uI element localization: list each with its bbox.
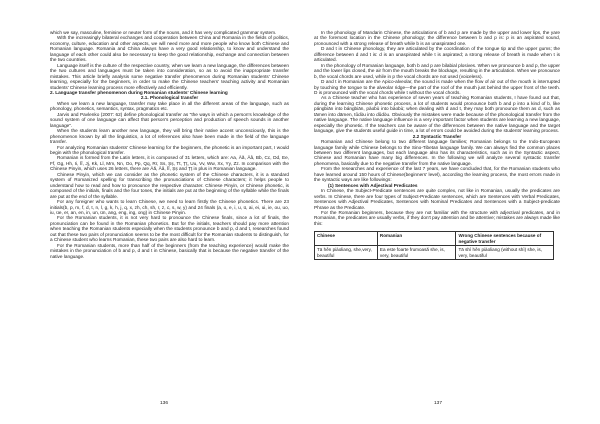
subsection-heading-adjectival: (1) Sentences with Adjectival Predicates bbox=[328, 182, 418, 188]
paragraph: For analyzing Romanian students' Chinese learning for the beginners, the phonetic is an important part, I would begin with the phonological transfer. bbox=[50, 144, 289, 155]
paragraph: Chinese Pinyin, which we can consider as the phonetic system of the Chinese characters, it is a standard system of Romanized spelling for transcribing the pronunciations of Chinese characters; it helps people to understand how to read and how to pronounce the respective character. Chinese Pinyin, or Chinese phonetic, is composed of the initials, finals and the four tones, the initials are put at the beginning of the syllable while the finals are put at the end of the syllable. bbox=[50, 171, 289, 199]
table-header-cell: Romanian bbox=[377, 232, 456, 246]
table-cell: Tā hěn piàoliang, she,very, beautiful bbox=[315, 246, 378, 260]
paragraph: Romanian and Chinese belong to two different language families; Romanian belongs to the Indo-European language family while Chinese belongs to the Sino-Tibetan language family. We can always find the common places between two different languages, but each language also has its characteristics, such as in the Syntactic aspect, Chinese and Romanian have many big differences. In the following we will analyze several syntactic transfer phenomena, basically due to the negative transfer from the native language. bbox=[314, 139, 560, 166]
paragraph: With the increasingly bilateral exchanges and cooperation between China and Romania in the fields of politics, economy, culture, education and other aspects, we will need more and more people who know both Chinese and Romanian language. Romania and China always have a very good relationship, to know and understand the language of each other could also be necessary to keep the good relationship, exchange and connection between the two countries. bbox=[50, 35, 289, 63]
table-header-row bbox=[315, 232, 554, 246]
subsection-heading-2-2: 2.2 Syntactic Transfer bbox=[412, 133, 462, 139]
paragraph: As a Chinese teacher who has experience of seven years of teaching Romanian students, I have found out that, during the learning Chinese phonetic process, a lot of students would pronounce both b and p into a kind of b, like pángbiān into bángbiān, pàobù into bàobù; when dealing with d and t, they may both pronounce them as d, such as tāmen into dāmen, tǔdòu into dǔdòu. Obviously the mistakes were made because of the phonological transfer from the native language. The native language influence is a very important factor when students are learning a new language, especially the phonetic. If the teachers can be aware of the differences between the native language and the target language, give the students useful guide in time, a lot of errors could be avoided during the students' learning process. bbox=[314, 95, 560, 134]
paragraph: For the Romanian beginners, because they are not familiar with the structure with adjectival predicates, and in Romanian, the predicates are usually verbs, if they don't pay attention and be attentive; mistakes are always made like this: bbox=[314, 209, 560, 226]
table-cell: Ea este foarte frumoasă she, is, very, beautiful bbox=[377, 246, 456, 260]
paragraph: For the Romanian students, more than half of the beginners (from the teaching experience) would make the mistakes in the pronunciation of b and p, d and t in Chinese, basically that is because the negative transfer of the native language. bbox=[50, 242, 289, 259]
paragraph: Jarvis and Pavlenko (2007: 62) define phonological transfer as "the ways in which a person's knowledge of the sound system of one language can affect that person's perception and production of speech sounds in another language". bbox=[50, 111, 289, 128]
table-header-cell: Wrong Chinese sentences because of negative transfer bbox=[456, 232, 554, 246]
table-row bbox=[315, 246, 554, 260]
paragraph: For the Romanian students, it is not very hard to pronounce the Chinese finals, since a lot of finals, the pronunciation can be found in the Romanian phonetics. But for the initials, teachers should pay more attention when teaching the Romanian students especially when the students pronounce b and p, d and t, researches found out that these two pairs of pronunciation seems to be the most difficult for the Romanian students to distinguish, for a Chinese student who learns Romanian, these two pairs are also hard to learn. bbox=[50, 215, 289, 243]
paragraph: which we say, masculine, feminine or neuter form of the nouns, and it has very complicated grammar system. bbox=[50, 30, 277, 35]
section-heading-2: 2. Language transfer phenomenon during Romanian students' Chinese learning bbox=[50, 89, 228, 95]
paragraph: Language itself is the culture of the respective country, when we learn a new language, the differences between the two cultures and languages must be taken into consideration, so as to avoid the inappropriate transfer mistakes. This article briefly analysis some negative transfer phenomenon during Romanian students' Chinese learning, especially for the beginners, in order to make the Chinese teachers' teaching activity and Romanian students' Chinese learning process more effectively and efficiently. bbox=[50, 62, 289, 90]
paragraph: D and t in Chinese phonology, they are articulated by the coordination of the tongue tip and the upper gums; the difference between d and t is: d is an unaspirated while t is aspirated; a strong release of breath is made when t is articulated. bbox=[314, 46, 560, 63]
paragraph: Romanian is formed from the Latin letters, it is composed of 31 letters, which are: Aa, Ăă, Ââ, Bb, Cc, Dd, Ee, Ff, Gg, Hh, Ii, Îî, Jj, Kk, Ll, Mm, Nn, Oo, Pp, Qq, Rr, Ss, Șș, Tt, Țț, Uu, Vv, Ww, Xx, Yy, Zz. In comparison with the Chinese Pinyin, which uses 26 letters, there are Ăă, Ââ, Îî, Șș and Țț in plus in Romanian language. bbox=[50, 155, 289, 172]
paragraph: For any foreigner who wants to learn Chinese, we need to learn firstly the Chinese phonetics. There are 23 initials(b, p, m, f, d, t, n, l, g, k, h, j, q, x, zh, ch, sh, r, z, c, s, w, y) and 24 finals (a, o, e, i, u, ü, ai, ei, ui, ie, ou, uo, iu, üe, er, an, en, in, un, ün, ang, eng, ing, ong) in Chinese Pinyin. bbox=[50, 199, 289, 215]
paragraph: From the researches and experience of the last 7 years, we have concluded that, for the Romanian students who have learned around 150 hours of Chinese(beginners' level), according the learning process, the most errors made in the syntactic ways are like followings: bbox=[314, 166, 560, 183]
paragraph: D and t in Romanian are the Apico-alveolar, the sound is made when the flow of air out of the mouth is interrupted by touching the tongue to the alveolar ridge—the part of the roof of the mouth just behind the upper front of the teeth. D is pronounced with the vocal chords while t without the vocal chords. bbox=[314, 79, 560, 95]
table-header-cell: Chinese bbox=[315, 232, 378, 246]
paragraph: In Chinese, the Subject-Predicate sentences are quite complex, not like in Romanian, usually the predicates are verbs. In Chinese, there are four types of Subject-Predicate sentences, which are Sentences with Verbal Predicates, Sentences with Adjectival Predicates, Sentences with Nominal Predicates and Sentences with a Subject-predicate Phrase as the Predicate. bbox=[314, 188, 560, 210]
page-number-left: 136 bbox=[160, 401, 169, 406]
subsection-heading-2-1: 2.1. Phonological transfer bbox=[140, 95, 199, 101]
page-number-right: 137 bbox=[434, 401, 443, 406]
paragraph: When we learn a new language, transfer may take place in all the different areas of the language, such as phonology, phonetics, semantics, syntax, pragmatics etc. bbox=[50, 100, 289, 112]
paragraph: In the phonology of Romanian language, both b and p are bilabial plosives. When we pronounce b and p, the upper and the lower lips closed, the air from the mouth breaks the blockage, resulting in the articulation. When we pronounce b, the vocal chords are used, while in p the vocal chords are not used (voiceless). bbox=[314, 62, 560, 79]
examples-table bbox=[314, 231, 554, 260]
table-cell: Tā shì hěn piàoliang (without shì) she, is, very, beautiful bbox=[456, 246, 554, 260]
right-page bbox=[300, 0, 600, 424]
left-page bbox=[0, 0, 299, 424]
paragraph: In the phonology of Mandarin Chinese, the articulations of b and p are made by the upper and lower lips, the yare at the foremost location in the Chinese phonology; the difference between b and p is: p is an aspirated sound, pronounced with a strong release of breath while b is an unaspirated one. bbox=[314, 30, 560, 46]
paragraph: When the students learn another new language, they will bring their native accent unconsciously, this is the phenomenon known by all the linguistics, a lot of references also have been made in the field of the language transfer. bbox=[50, 128, 289, 145]
